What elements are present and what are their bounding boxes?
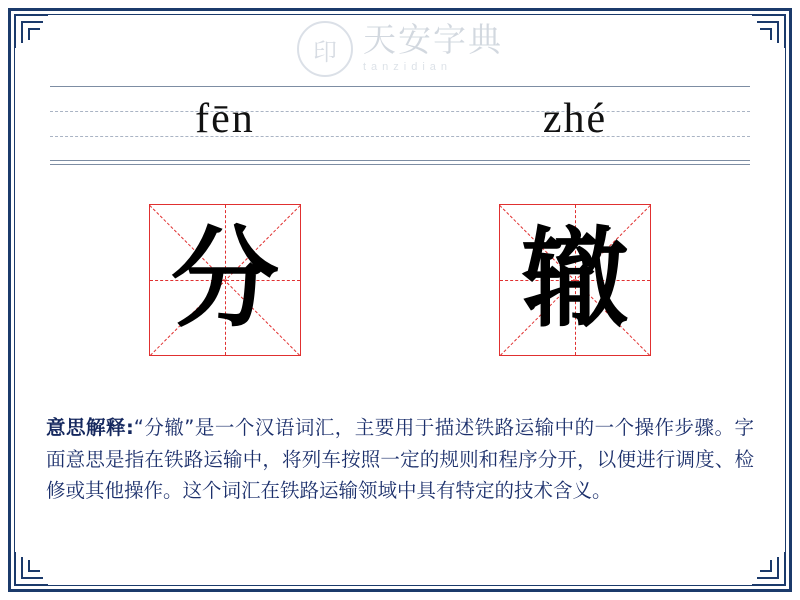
seal-icon: 印: [297, 21, 353, 77]
watermark-title: 天安字典: [363, 23, 503, 59]
character-cell-2: [400, 200, 750, 360]
definition-label: 意思解释:: [46, 416, 134, 439]
tianzige-grid-2: [499, 204, 651, 356]
corner-ornament-bottom-left: [14, 544, 56, 586]
character-row: [50, 200, 750, 360]
watermark-subtitle: tanzidian: [363, 61, 453, 73]
hanzi-character-1: 分: [170, 217, 279, 342]
corner-ornament-top-right: [744, 14, 786, 56]
hanzi-character-2: 辙: [520, 217, 629, 342]
pinyin-staff: [50, 86, 750, 162]
pinyin-syllable-1: fēn: [195, 96, 255, 142]
pinyin-syllable-2: zhé: [542, 96, 608, 142]
definition-block: [46, 412, 754, 507]
character-cell-1: [50, 200, 400, 360]
corner-ornament-top-left: [14, 14, 56, 56]
tianzige-grid-1: [149, 204, 301, 356]
definition-text: “分辙”是一个汉语词汇，主要用于描述铁路运输中的一个操作步骤。字面意思是指在铁路运输中，将列车按照一定的规则和程序分开，以便进行调度、检修或其他操作。这个词汇在铁路运输领域中具有特定的技术含义。: [46, 416, 754, 503]
staff-line-bottom-second: [50, 164, 750, 165]
corner-ornament-bottom-right: [744, 544, 786, 586]
pinyin-row: [50, 86, 750, 162]
